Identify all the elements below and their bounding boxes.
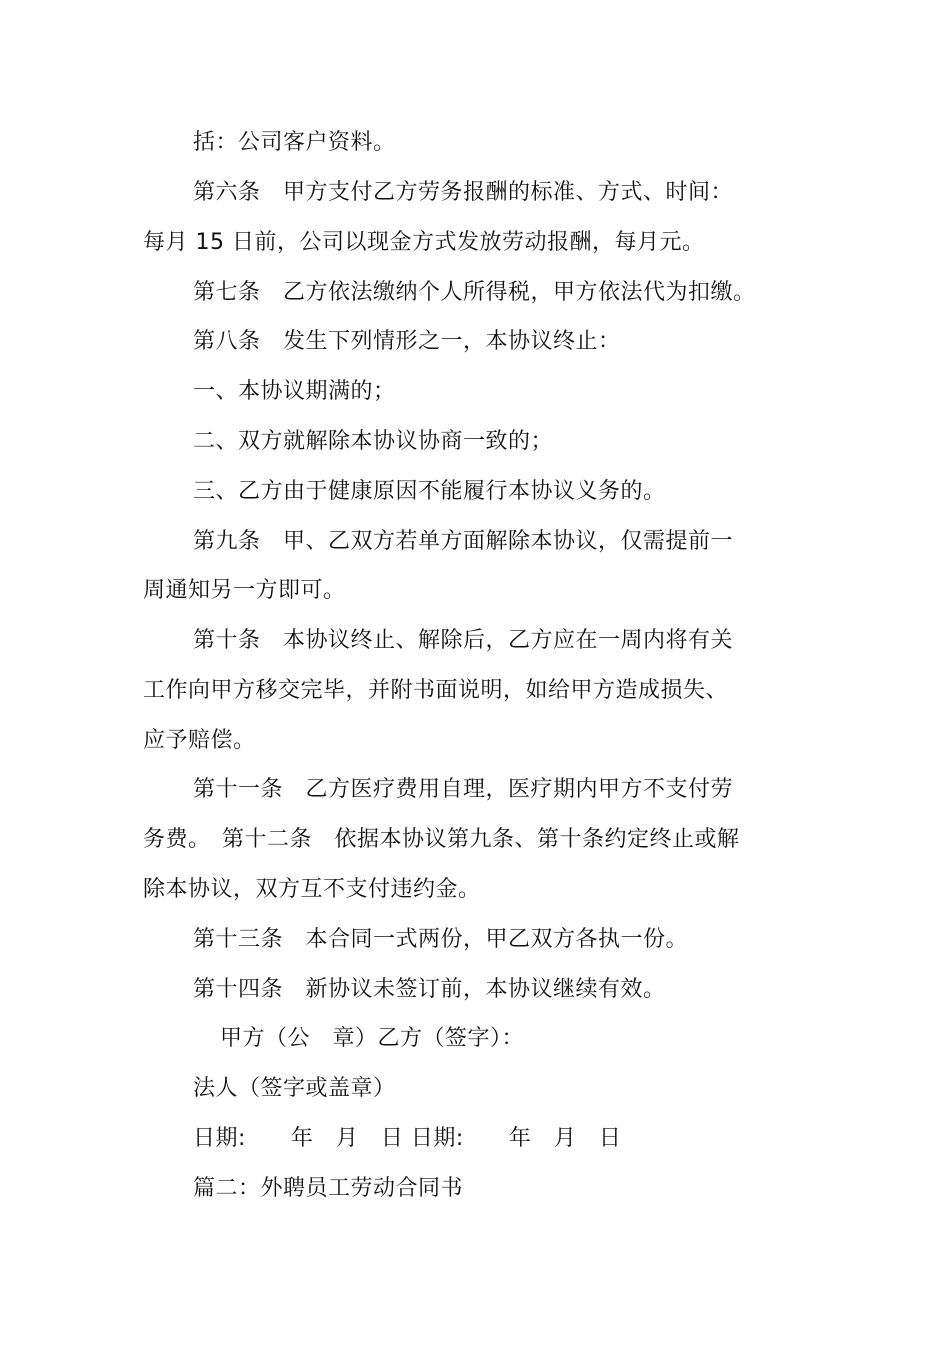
section-heading-part-2: 篇二：外聘员工劳动合同书 xyxy=(193,1176,464,1201)
clause-13: 第十三条 本合同一式两份，甲乙双方各执一份。 xyxy=(193,927,689,952)
clause-14: 第十四条 新协议未签订前，本协议继续有效。 xyxy=(193,977,666,1002)
clause-8-heading: 第八条 发生下列情形之一，本协议终止： xyxy=(193,329,621,354)
legal-representative: 法人（签字或盖章） xyxy=(193,1076,396,1101)
clause-6-body: 每月 15 日前，公司以现金方式发放劳动报酬，每月元。 xyxy=(143,230,705,255)
clause-11-line-1: 第十一条 乙方医疗费用自理，医疗期内甲方不支付劳 xyxy=(193,777,734,802)
clause-8-item-2: 二、双方就解除本协议协商一致的； xyxy=(193,429,554,454)
clause-12-line-2: 除本协议，双方互不支付违约金。 xyxy=(143,877,481,902)
clause-10-line-3: 应予赔偿。 xyxy=(143,728,256,753)
clause-5-continuation: 括：公司客户资料。 xyxy=(193,130,396,155)
clause-6-heading: 第六条 甲方支付乙方劳务报酬的标准、方式、时间： xyxy=(193,180,734,205)
date-line: 日期: 年 月 日 日期: 年 月 日 xyxy=(193,1126,622,1151)
clause-9-line-1: 第九条 甲、乙双方若单方面解除本协议，仅需提前一 xyxy=(193,529,734,554)
clause-10-line-1: 第十条 本协议终止、解除后，乙方应在一周内将有关 xyxy=(193,628,734,653)
clause-11-12-line: 务费。 第十二条 依据本协议第九条、第十条约定终止或解 xyxy=(143,827,740,852)
clause-10-line-2: 工作向甲方移交完毕，并附书面说明，如给甲方造成损失、 xyxy=(143,678,729,703)
clause-8-item-1: 一、本协议期满的； xyxy=(193,379,396,404)
clause-8-item-3: 三、乙方由于健康原因不能履行本协议义务的。 xyxy=(193,479,666,504)
signature-parties: 甲方（公 章）乙方（签字）： xyxy=(220,1026,525,1051)
clause-7: 第七条 乙方依法缴纳个人所得税，甲方依法代为扣缴。 xyxy=(193,280,756,305)
clause-9-line-2: 周通知另一方即可。 xyxy=(143,578,346,603)
